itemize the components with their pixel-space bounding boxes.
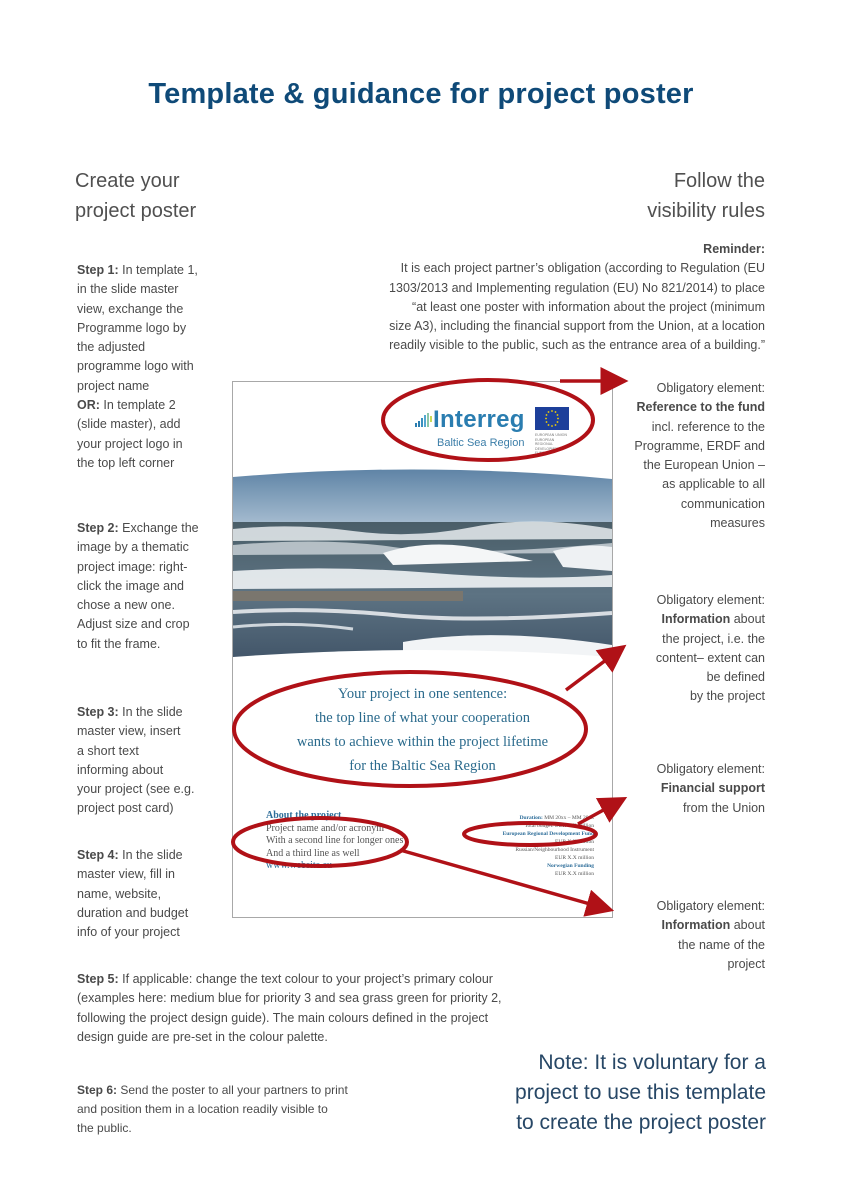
step-text: In the slide bbox=[118, 848, 183, 862]
obligatory-reference-fund bbox=[634, 379, 765, 533]
interreg-logo bbox=[415, 404, 595, 460]
obligatory-prefix: Obligatory element: bbox=[656, 381, 765, 395]
step-text: the public. bbox=[77, 1121, 132, 1135]
step-text: In template 1, bbox=[118, 263, 198, 277]
step-1 bbox=[77, 261, 198, 473]
obligatory-text: measures bbox=[710, 516, 765, 531]
obligatory-financial-support bbox=[657, 760, 765, 818]
obligatory-text: by the project bbox=[689, 689, 765, 704]
obligatory-text: content– extent can bbox=[655, 650, 765, 665]
obligatory-prefix: Obligatory element: bbox=[656, 762, 765, 776]
obligatory-text: the project, i.e. the bbox=[662, 631, 765, 646]
obligatory-text: Programme, ERDF and bbox=[634, 438, 765, 453]
obligatory-prefix: Obligatory element: bbox=[656, 593, 765, 607]
obligatory-text: about bbox=[730, 612, 765, 627]
step-label: Step 5: bbox=[77, 972, 119, 986]
sea-waves-image bbox=[233, 467, 612, 667]
right-heading-line: visibility rules bbox=[647, 200, 765, 222]
step-text: project name bbox=[77, 378, 150, 393]
step-text: the top left corner bbox=[77, 455, 175, 470]
eu-flag-icon bbox=[535, 407, 569, 430]
voluntary-note bbox=[515, 1048, 766, 1138]
step-text: If applicable: change the text colour to your project’s primary colour bbox=[118, 972, 493, 986]
obligatory-project-name bbox=[657, 897, 765, 974]
obligatory-bold: Reference to the fund bbox=[636, 400, 765, 415]
step-text: name, website, bbox=[77, 886, 162, 901]
interreg-wordmark: Interreg bbox=[433, 406, 525, 433]
step-6 bbox=[77, 1081, 348, 1138]
reminder-text: It is each project partner’s obligation (according to Regulation (EU bbox=[400, 261, 765, 276]
step-text: Programme logo by bbox=[77, 320, 187, 335]
poster-preview bbox=[232, 381, 613, 918]
page-title: Template & guidance for project poster bbox=[148, 78, 694, 110]
step-text: image by a thematic bbox=[77, 540, 189, 555]
step-text: Send the poster to all your partners to print bbox=[117, 1083, 348, 1097]
step-text: Exchange the bbox=[118, 521, 199, 535]
step-text: in the slide master bbox=[77, 282, 179, 297]
reminder-text: size A3), including the financial support from the Union, at a location bbox=[389, 319, 765, 334]
step-text: chose a new one. bbox=[77, 598, 175, 613]
note-line: Note: It is voluntary for a bbox=[538, 1051, 766, 1074]
poster-tagline: Your project in one sentence: the top line of what your cooperation wants to achieve within the project lifetime for the Baltic Sea Region bbox=[296, 686, 549, 774]
reminder-label: Reminder: bbox=[703, 242, 765, 256]
step-text: info of your project bbox=[77, 925, 180, 940]
left-heading-line: project poster bbox=[75, 200, 197, 222]
step-text: view, exchange the bbox=[77, 301, 184, 316]
poster-funding: Duration: MM 20xx – MM 20xx Total budget: EUR X.X million European Regional Development Fund EUR X.X million Russian/Neighbourhood Instrument EUR X.X million Norwegian Funding EUR X.X million bbox=[502, 815, 594, 877]
right-heading bbox=[647, 166, 765, 226]
step-4 bbox=[77, 846, 188, 942]
step-text: duration and budget bbox=[77, 905, 189, 920]
step-text: master view, insert bbox=[77, 724, 181, 739]
obligatory-text: incl. reference to the bbox=[651, 419, 765, 434]
step-text: to fit the frame. bbox=[77, 636, 161, 651]
left-heading-line: Create your bbox=[75, 170, 180, 192]
obligatory-text: be defined bbox=[706, 670, 765, 685]
step-label: Step 1: bbox=[77, 263, 119, 277]
step-text: informing about bbox=[77, 762, 164, 777]
step-text: the adjusted bbox=[77, 340, 146, 355]
left-heading bbox=[75, 166, 196, 226]
obligatory-text: the name of the bbox=[678, 937, 765, 952]
obligatory-text: as applicable to all bbox=[662, 477, 765, 492]
obligatory-bold: Information bbox=[661, 612, 731, 627]
step-text: click the image and bbox=[77, 578, 185, 593]
step-text: a short text bbox=[77, 743, 139, 758]
step-label: Step 4: bbox=[77, 848, 119, 862]
step-text: In template 2 bbox=[99, 398, 176, 413]
reminder-text: readily visible to the public, such as the entrance area of a building.” bbox=[389, 338, 765, 353]
step-3 bbox=[77, 703, 194, 819]
right-heading-line: Follow the bbox=[673, 170, 765, 192]
obligatory-text: about bbox=[730, 918, 765, 933]
step-2 bbox=[77, 519, 199, 654]
reminder-block bbox=[295, 240, 765, 356]
obligatory-text: communication bbox=[680, 496, 765, 511]
obligatory-text: the European Union – bbox=[643, 458, 765, 473]
reminder-text: 1303/2013 and Implementing regulation (EU) No 821/2014) to place bbox=[389, 280, 765, 295]
step-or-label: OR: bbox=[77, 398, 100, 413]
obligatory-bold: Information bbox=[661, 918, 731, 933]
step-text: programme logo with bbox=[77, 359, 194, 374]
eu-fund-caption: EUROPEAN UNION EUROPEAN REGIONAL DEVELOPMENT FUND bbox=[535, 433, 567, 455]
step-text: project image: right- bbox=[77, 559, 188, 574]
step-label: Step 2: bbox=[77, 521, 119, 535]
obligatory-project-info bbox=[656, 591, 765, 707]
step-text: project post card) bbox=[77, 801, 174, 816]
step-text: following the project design guide). The main colours defined in the project bbox=[77, 1010, 489, 1025]
obligatory-prefix: Obligatory element: bbox=[656, 899, 765, 913]
obligatory-bold: Financial support bbox=[660, 781, 765, 796]
step-text: your project (see e.g. bbox=[77, 782, 195, 797]
step-text: design guide are pre-set in the colour palette. bbox=[77, 1029, 328, 1044]
step-text: and position them in a location readily visible to bbox=[77, 1102, 328, 1116]
note-line: to create the project poster bbox=[516, 1111, 766, 1134]
step-text: (slide master), add bbox=[77, 417, 181, 432]
step-text: your project logo in bbox=[77, 436, 183, 451]
step-text: In the slide bbox=[118, 705, 183, 719]
step-text: master view, fill in bbox=[77, 867, 175, 882]
poster-about: About the project Project name and/or acronym With a second line for longer ones And a third line as well www.website.eu bbox=[266, 810, 404, 871]
note-line: project to use this template bbox=[515, 1081, 766, 1104]
step-label: Step 3: bbox=[77, 705, 119, 719]
step-5 bbox=[77, 970, 502, 1047]
obligatory-text: project bbox=[727, 956, 765, 971]
obligatory-text: from the Union bbox=[683, 800, 765, 815]
reminder-text: “at least one poster with information about the project (minimum bbox=[412, 299, 765, 314]
step-label: Step 6: bbox=[77, 1083, 118, 1097]
interreg-subtitle: Baltic Sea Region bbox=[437, 437, 525, 449]
step-text: (examples here: medium blue for priority 3 and sea grass green for priority 2, bbox=[77, 991, 502, 1006]
step-text: Adjust size and crop bbox=[77, 617, 190, 632]
signal-bars-icon bbox=[415, 412, 435, 430]
